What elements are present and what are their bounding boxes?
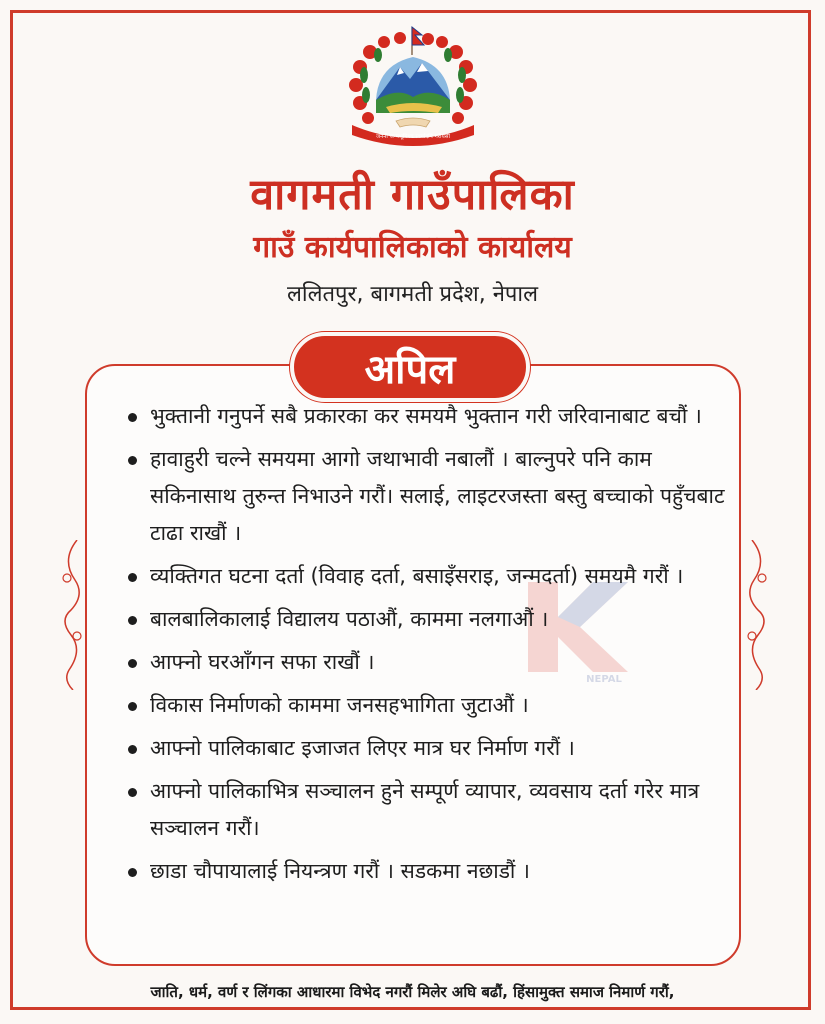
footer-slogan: जाति, धर्म, वर्ण र लिंगका आधारमा विभेद नगरौं मिलेर अघि बढौं, हिंसामुक्त समाज निमार्ण गरौं, [150,983,675,1001]
appeal-list [120,398,730,896]
bullet-icon [128,788,137,797]
bullet-icon [128,413,137,422]
appeal-item-text: छाडा चौपायालाई नियन्त्रण गरौं । सडकमा नछाडौं । [150,859,530,883]
appeal-item [120,441,730,552]
appeal-item-text: बालबालिकालाई विद्यालय पठाऔं, काममा नलगाऔं । [150,607,549,631]
office-subtitle: गाउँ कार्यपालिकाको कार्यालय [253,230,572,265]
appeal-item [120,687,730,724]
bullet-icon [128,573,137,582]
appeal-item-text: विकास निर्माणको काममा जनसहभागिता जुटाऔं । [150,693,529,717]
appeal-item [120,398,730,435]
appeal-item-text: आफ्नो पालिकाबाट इजाजत लिएर मात्र घर निर्माण गरौं । [150,736,575,760]
appeal-item [120,644,730,681]
appeal-item [120,730,730,767]
appeal-item [120,773,730,847]
appeal-item [120,558,730,595]
appeal-item-text: हावाहुरी चल्ने समयमा आगो जथाभावी नबालौं । बाल्नुपरे पनि काम सकिनासाथ तुरुन्त निभाउने गरौं। सलाई, लाइटरजस्ता बस्तु बच्चाको पहुँचबाट टाढा राखौं । [150,447,725,545]
location-text: ललितपुर, बागमती प्रदेश, नेपाल [286,282,539,307]
bullet-icon [128,745,137,754]
appeal-item [120,853,730,890]
appeal-item-text: व्यक्तिगत घटना दर्ता (विवाह दर्ता, बसाइँसराइ, जन्मदर्ता) समयमै गरौं । [150,564,684,588]
nepal-emblem [338,25,488,150]
appeal-item-text: आफ्नो पालिकाभित्र सञ्चालन हुने सम्पूर्ण व्यापार, व्यवसाय दर्ता गरेर मात्र सञ्चालन गरौं। [150,779,700,840]
emblem-motto: जननी जन्मभूमिश्च स्वर्गादपि गरीयसी [376,134,450,140]
bullet-icon [128,456,137,465]
municipality-title: वागमती गाउँपालिका [250,170,575,220]
bullet-icon [128,659,137,668]
appeal-item [120,601,730,638]
appeal-item-text: भुक्तानी गनुपर्ने सबै प्रकारका कर समयमै भुक्तान गरी जरिवानाबाट बचौं । [150,404,702,428]
bullet-icon [128,868,137,877]
bullet-icon [128,616,137,625]
appeal-item-text: आफ्नो घरआँगन सफा राखौं । [150,650,375,674]
watermark-text: NEPAL [586,674,622,684]
appeal-heading-badge [290,332,530,402]
bullet-icon [128,702,137,711]
right-swirl-ornament [744,540,772,690]
left-swirl-ornament [57,540,85,690]
appeal-heading: अपिल [364,346,456,393]
